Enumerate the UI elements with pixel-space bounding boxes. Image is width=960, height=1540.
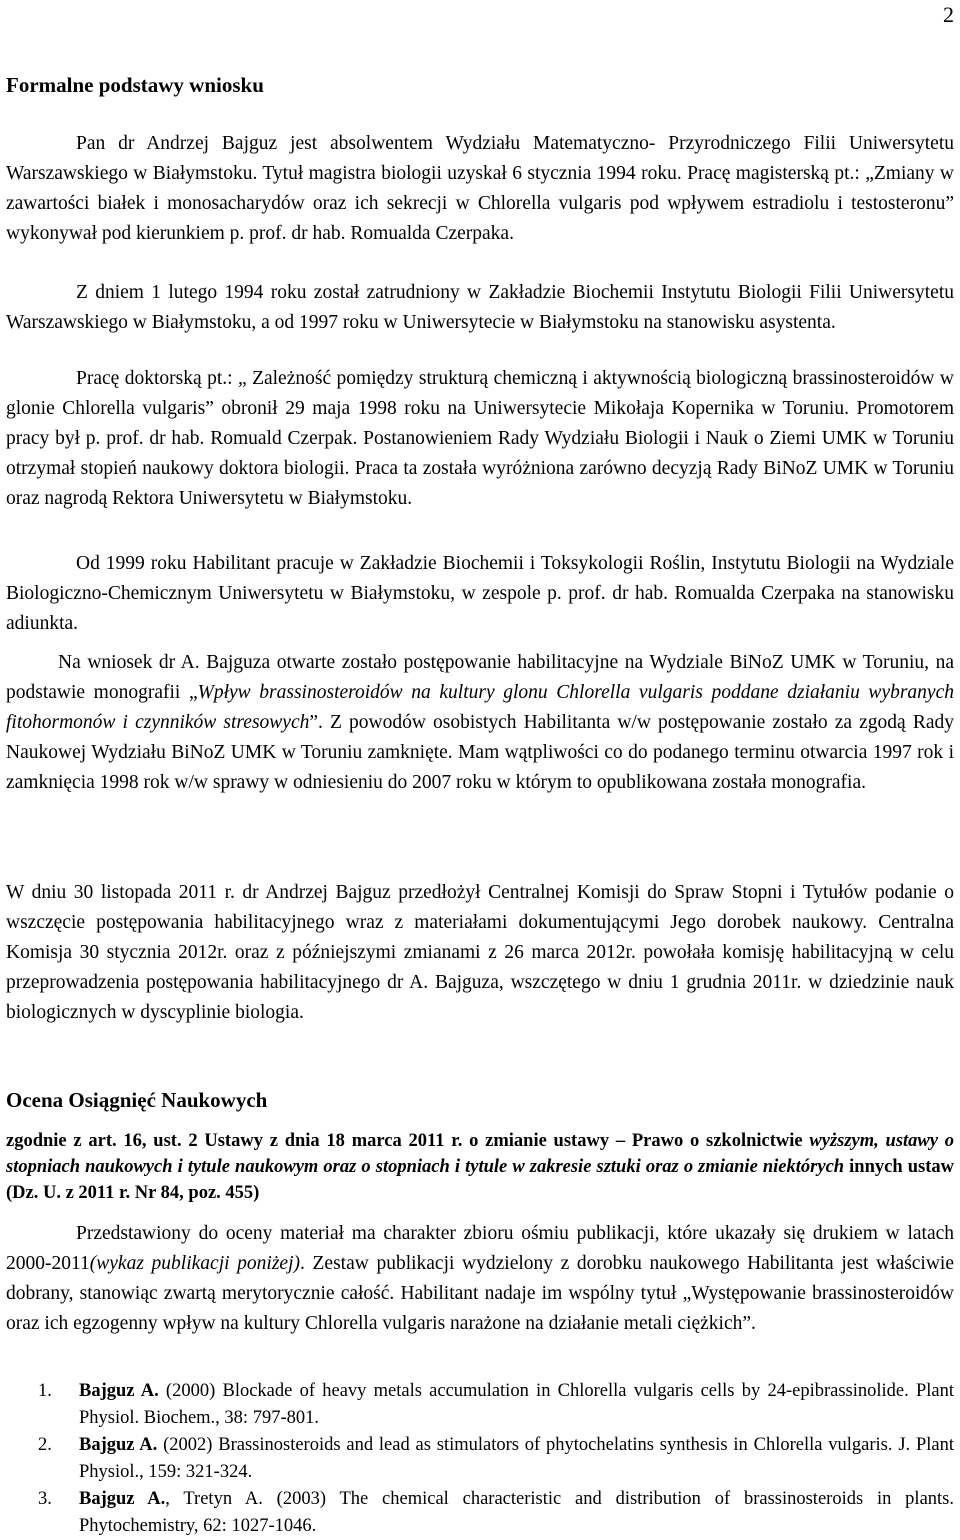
paragraph-employment xyxy=(6,278,954,338)
list-item xyxy=(6,1432,954,1486)
law-reference xyxy=(6,1128,954,1206)
paragraph-note-italic: (wykaz publikacji poniżej) xyxy=(89,1253,300,1274)
paragraph-text: ”. Z powodów osobistych Habilitanta w/w postępowanie zostało za zgodą Rady Naukowej Wydziału BiNoZ UMK w Toruniu zamknięte. Mam wątpliwości co do podanego terminu otwarcia 1997 rok i zamknięcia 1998 rok w/w sprawy w odniesieniu do 2007 roku w którym to opublikowana została monografia. xyxy=(6,712,954,793)
law-text-bold: innych ustaw (Dz. U. z 2011 r. Nr 84, poz. 455) xyxy=(6,1157,954,1203)
publication-details: , Tretyn A. (2003) The chemical characteristic and distribution of brassinosteroids in plants. Phytochemistry, 62: 1027-1046. xyxy=(79,1489,954,1536)
publication-details: (2000) Blockade of heavy metals accumulation in Chlorella vulgaris cells by 24-epibrassinolide. Plant Physiol. Biochem., 38: 797-801. xyxy=(79,1381,955,1428)
page-number: 2 xyxy=(943,2,954,27)
paragraph-habilitation-history xyxy=(6,648,954,798)
paragraph-text: Z dniem 1 lutego 1994 roku został zatrudniony w Zakładzie Biochemii Instytutu Biologii Filii Uniwersytetu Warszawskiego w Białymstoku, a od 1997 roku w Uniwersytecie w Białymstoku na stanowisku asystenta. xyxy=(6,282,954,333)
law-text-bold: zgodnie z art. 16, ust. 2 Ustawy z dnia 18 marca 2011 r. o zmianie ustawy – Prawo o szkolnictwie xyxy=(6,1131,810,1151)
list-item xyxy=(6,1486,954,1540)
paragraph-text: Od 1999 roku Habilitant pracuje w Zakładzie Biochemii i Toksykologii Roślin, Instytutu Biologii na Wydziale Biologiczno-Chemicznym Uniwersytetu w Białymstoku, w zespole p. prof. dr hab. Romualda Czerpaka na stanowisku adiunkta. xyxy=(6,553,954,634)
list-item xyxy=(6,1378,954,1432)
publication-details: (2002) Brassinosteroids and lead as stimulators of phytochelatins synthesis in Chlorella vulgaris. J. Plant Physiol., 159: 321-324. xyxy=(79,1435,955,1482)
publication-list xyxy=(6,1378,954,1540)
law-text-italic: wyższym, ustawy o stopniach naukowych i tytule naukowym oraz o stopniach i tytule w zakresie sztuki oraz o zmianie niektórych xyxy=(6,1131,954,1177)
paragraph-text: Na wniosek dr A. Bajguza otwarte zostało postępowanie habilitacyjne na Wydziale BiNoZ UMK w Toruniu, na podstawie monografii „ xyxy=(6,652,954,703)
paragraph-education xyxy=(6,129,954,249)
publication-author: Bajguz A. xyxy=(79,1435,158,1455)
paragraph-text: W dniu 30 listopada 2011 r. dr Andrzej Bajguz przedłożył Centralnej Komisji do Spraw Stopni i Tytułów podanie o wszczęcie postępowania habilitacyjnego wraz z materiałami dokumentującymi Jego dorobek naukowy. Centralna Komisja 30 stycznia 2012r. oraz z późniejszymi zmianami z 26 marca 2012r. powołała komisję habilitacyjną w celu przeprowadzenia postępowania habilitacyjnego dr A. Bajguza, wszczętego w dniu 1 grudnia 2011r. w dziedzinie nauk biologicznych w dyscyplinie biologia. xyxy=(6,882,954,1023)
paragraph-material-description xyxy=(6,1219,954,1339)
paragraph-text: Pracę doktorską pt.: „ Zależność pomiędzy strukturą chemiczną i aktywnością biologiczną brassinosteroidów w glonie Chlorella vulgaris” obronił 29 maja 1998 roku na Uniwersytecie Mikołaja Kopernika w Toruniu. Promotorem pracy był p. prof. dr hab. Romuald Czerpak. Postanowieniem Rady Wydziału Biologii i Nauk o Ziemi UMK w Toruniu otrzymał stopień naukowy doktora biologii. Praca ta została wyróżniona zarówno decyzją Rady BiNoZ UMK w Toruniu oraz nagrodą Rektora Uniwersytetu w Białymstoku. xyxy=(6,368,954,509)
paragraph-text: Pan dr Andrzej Bajguz jest absolwentem Wydziału Matematyczno- Przyrodniczego Filii Uniwersytetu Warszawskiego w Białymstoku. Tytuł magistra biologii uzyskał 6 stycznia 1994 roku. Pracę magisterską pt.: „Zmiany w zawartości białek i monosacharydów oraz ich sekrecji w Chlorella vulgaris pod wpływem estradiolu i testosteronu” wykonywał pod kierunkiem p. prof. dr hab. Romualda Czerpaka. xyxy=(6,133,954,244)
paragraph-application xyxy=(6,878,954,1028)
section-heading-evaluation: Ocena Osiągnięć Naukowych xyxy=(6,1088,268,1112)
paragraph-text: . Zestaw publikacji wydzielony z dorobku naukowego Habilitanta jest właściwie dobrany, stanowiąc zwartą merytorycznie całość. Habilitant nadaje im wspólny tytuł „Występowanie brassinosteroidów oraz ich egzogenny wpływ na kultury Chlorella vulgaris narażone na działanie metali ciężkich”. xyxy=(6,1253,955,1334)
list-item-number: 1. xyxy=(38,1381,52,1401)
paragraph-current-position xyxy=(6,549,954,639)
monograph-title: Wpływ brassinosteroidów na kultury glonu Chlorella vulgaris poddane działaniu wybranych fitohormonów i czynników stresowych xyxy=(6,682,954,733)
paragraph-text: Przedstawiony do oceny materiał ma charakter zbioru ośmiu publikacji, które ukazały się drukiem w latach 2000-2011 xyxy=(6,1223,954,1274)
publication-author: Bajguz A. xyxy=(79,1489,166,1509)
list-item-number: 2. xyxy=(38,1435,52,1455)
publication-author: Bajguz A. xyxy=(79,1381,159,1401)
section-heading-formal: Formalne podstawy wniosku xyxy=(6,73,264,97)
list-item-number: 3. xyxy=(38,1489,52,1509)
paragraph-doctorate xyxy=(6,364,954,514)
